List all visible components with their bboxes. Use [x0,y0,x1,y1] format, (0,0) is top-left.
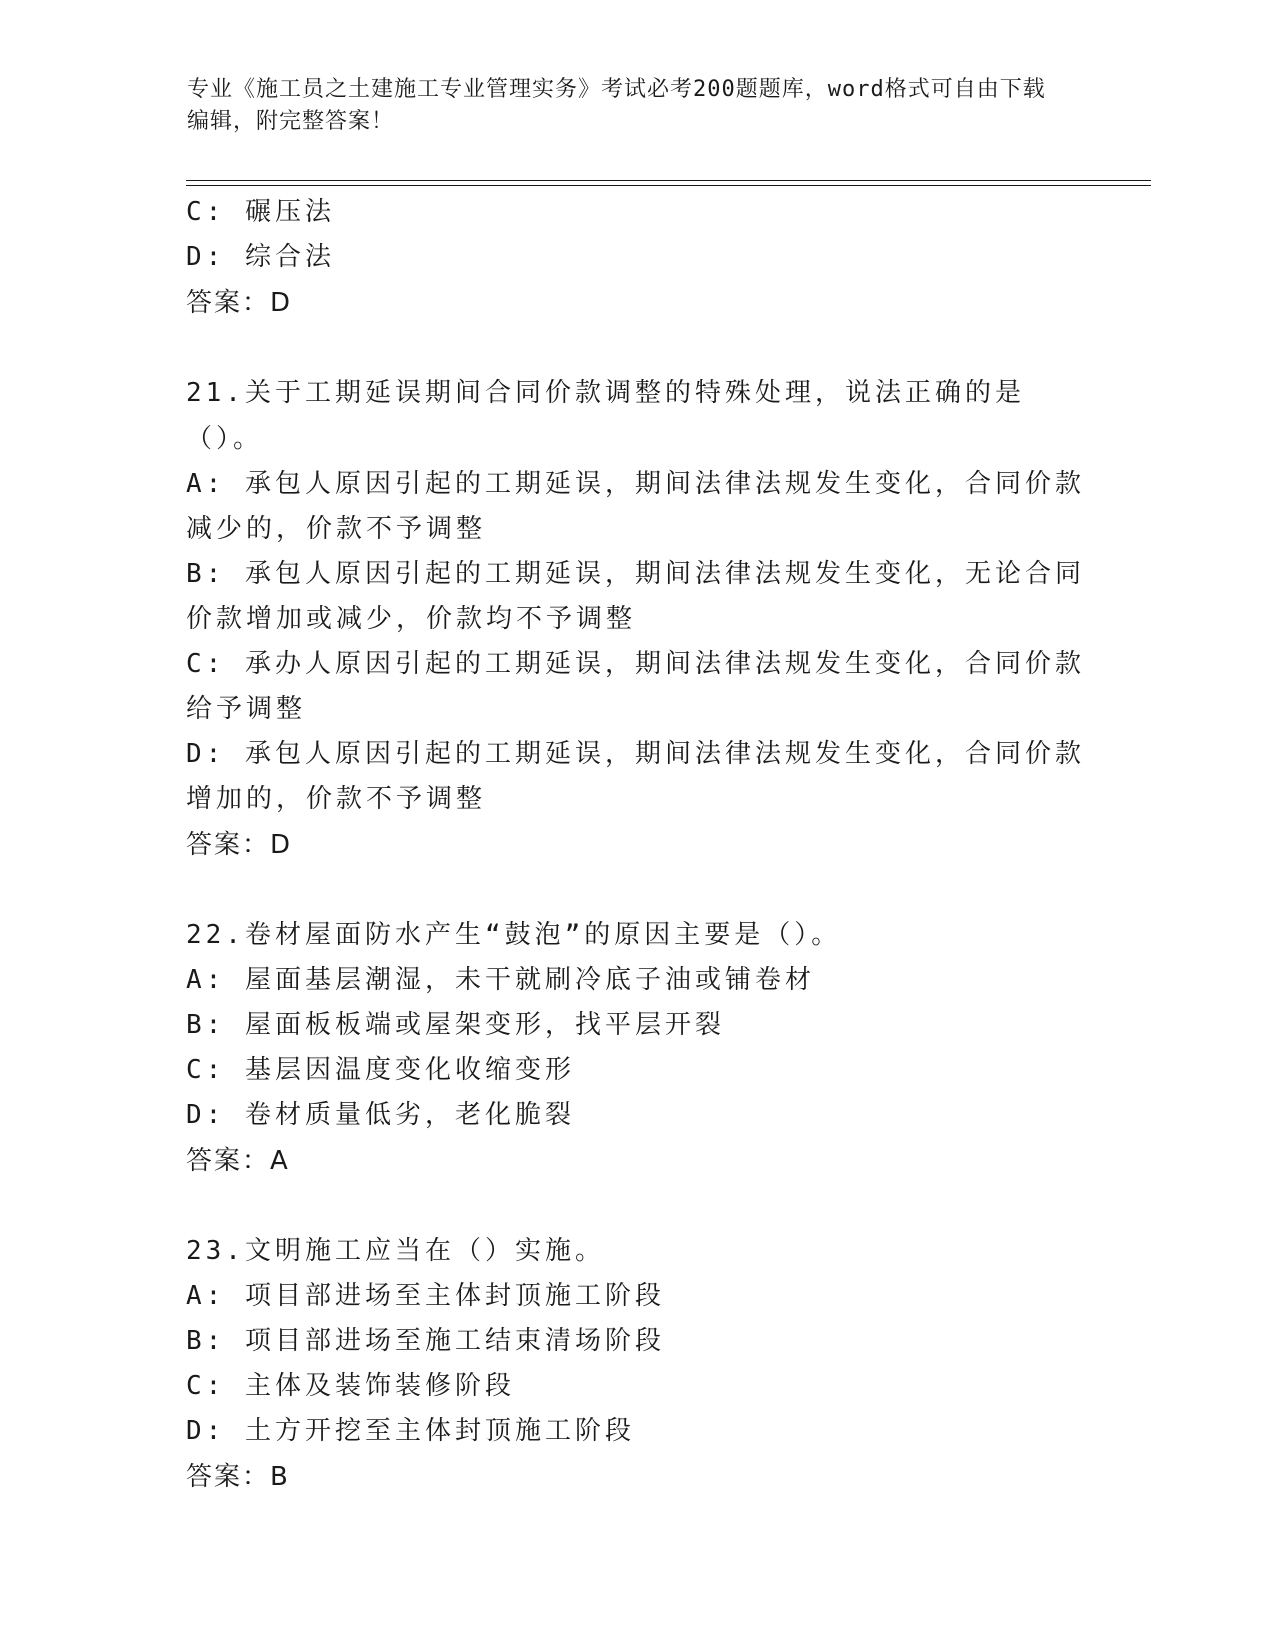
option-b: B: 承包人原因引起的工期延误，期间法律法规发生变化，无论合同价款增加或减少，价款均不予调整 [186,559,1085,634]
option-c: C: 承办人原因引起的工期延误，期间法律法规发生变化，合同价款给予调整 [186,649,1085,724]
option-b: B: 屋面板板端或屋架变形，找平层开裂 [186,1010,725,1040]
option-a: A: 项目部进场至主体封顶施工阶段 [186,1281,665,1311]
answer-line: 答案：A [186,1146,290,1176]
option-d: D: 综合法 [186,242,335,272]
option-d: D: 卷材质量低劣，老化脆裂 [186,1100,575,1130]
question-title: 22.卷材屋面防水产生“鼓泡”的原因主要是（）。 [186,920,842,950]
answer-line: 答案：D [186,288,293,318]
option-c: C: 基层因温度变化收缩变形 [186,1055,575,1085]
question-title: 21.关于工期延误期间合同价款调整的特殊处理，说法正确的是（）。 [186,378,1025,454]
previous-question-tail [186,190,1086,326]
spacer [186,1184,1086,1228]
question-23 [186,1228,1086,1500]
answer-line: 答案：D [186,830,293,860]
option-a: A: 承包人原因引起的工期延误，期间法律法规发生变化，合同价款减少的，价款不予调整 [186,469,1085,544]
header-rule-top [186,180,1151,181]
question-title: 23.文明施工应当在（）实施。 [186,1236,605,1266]
option-c: C: 碾压法 [186,197,335,227]
option-d: D: 土方开挖至主体封顶施工阶段 [186,1416,635,1446]
option-a: A: 屋面基层潮湿，未干就刷冷底子油或铺卷材 [186,965,815,995]
option-d: D: 承包人原因引起的工期延误，期间法律法规发生变化，合同价款增加的，价款不予调整 [186,739,1085,814]
answer-line: 答案：B [186,1462,290,1492]
spacer [186,868,1086,912]
question-content [186,190,1086,1500]
spacer [186,326,1086,370]
option-c: C: 主体及装饰装修阶段 [186,1371,515,1401]
document-header: 专业《施工员之土建施工专业管理实务》考试必考200题题库，word格式可自由下载编辑，附完整答案！ [187,77,1046,134]
question-21 [186,370,1086,868]
question-22 [186,912,1086,1184]
option-b: B: 项目部进场至施工结束清场阶段 [186,1326,665,1356]
header-rule-bottom [186,185,1151,186]
